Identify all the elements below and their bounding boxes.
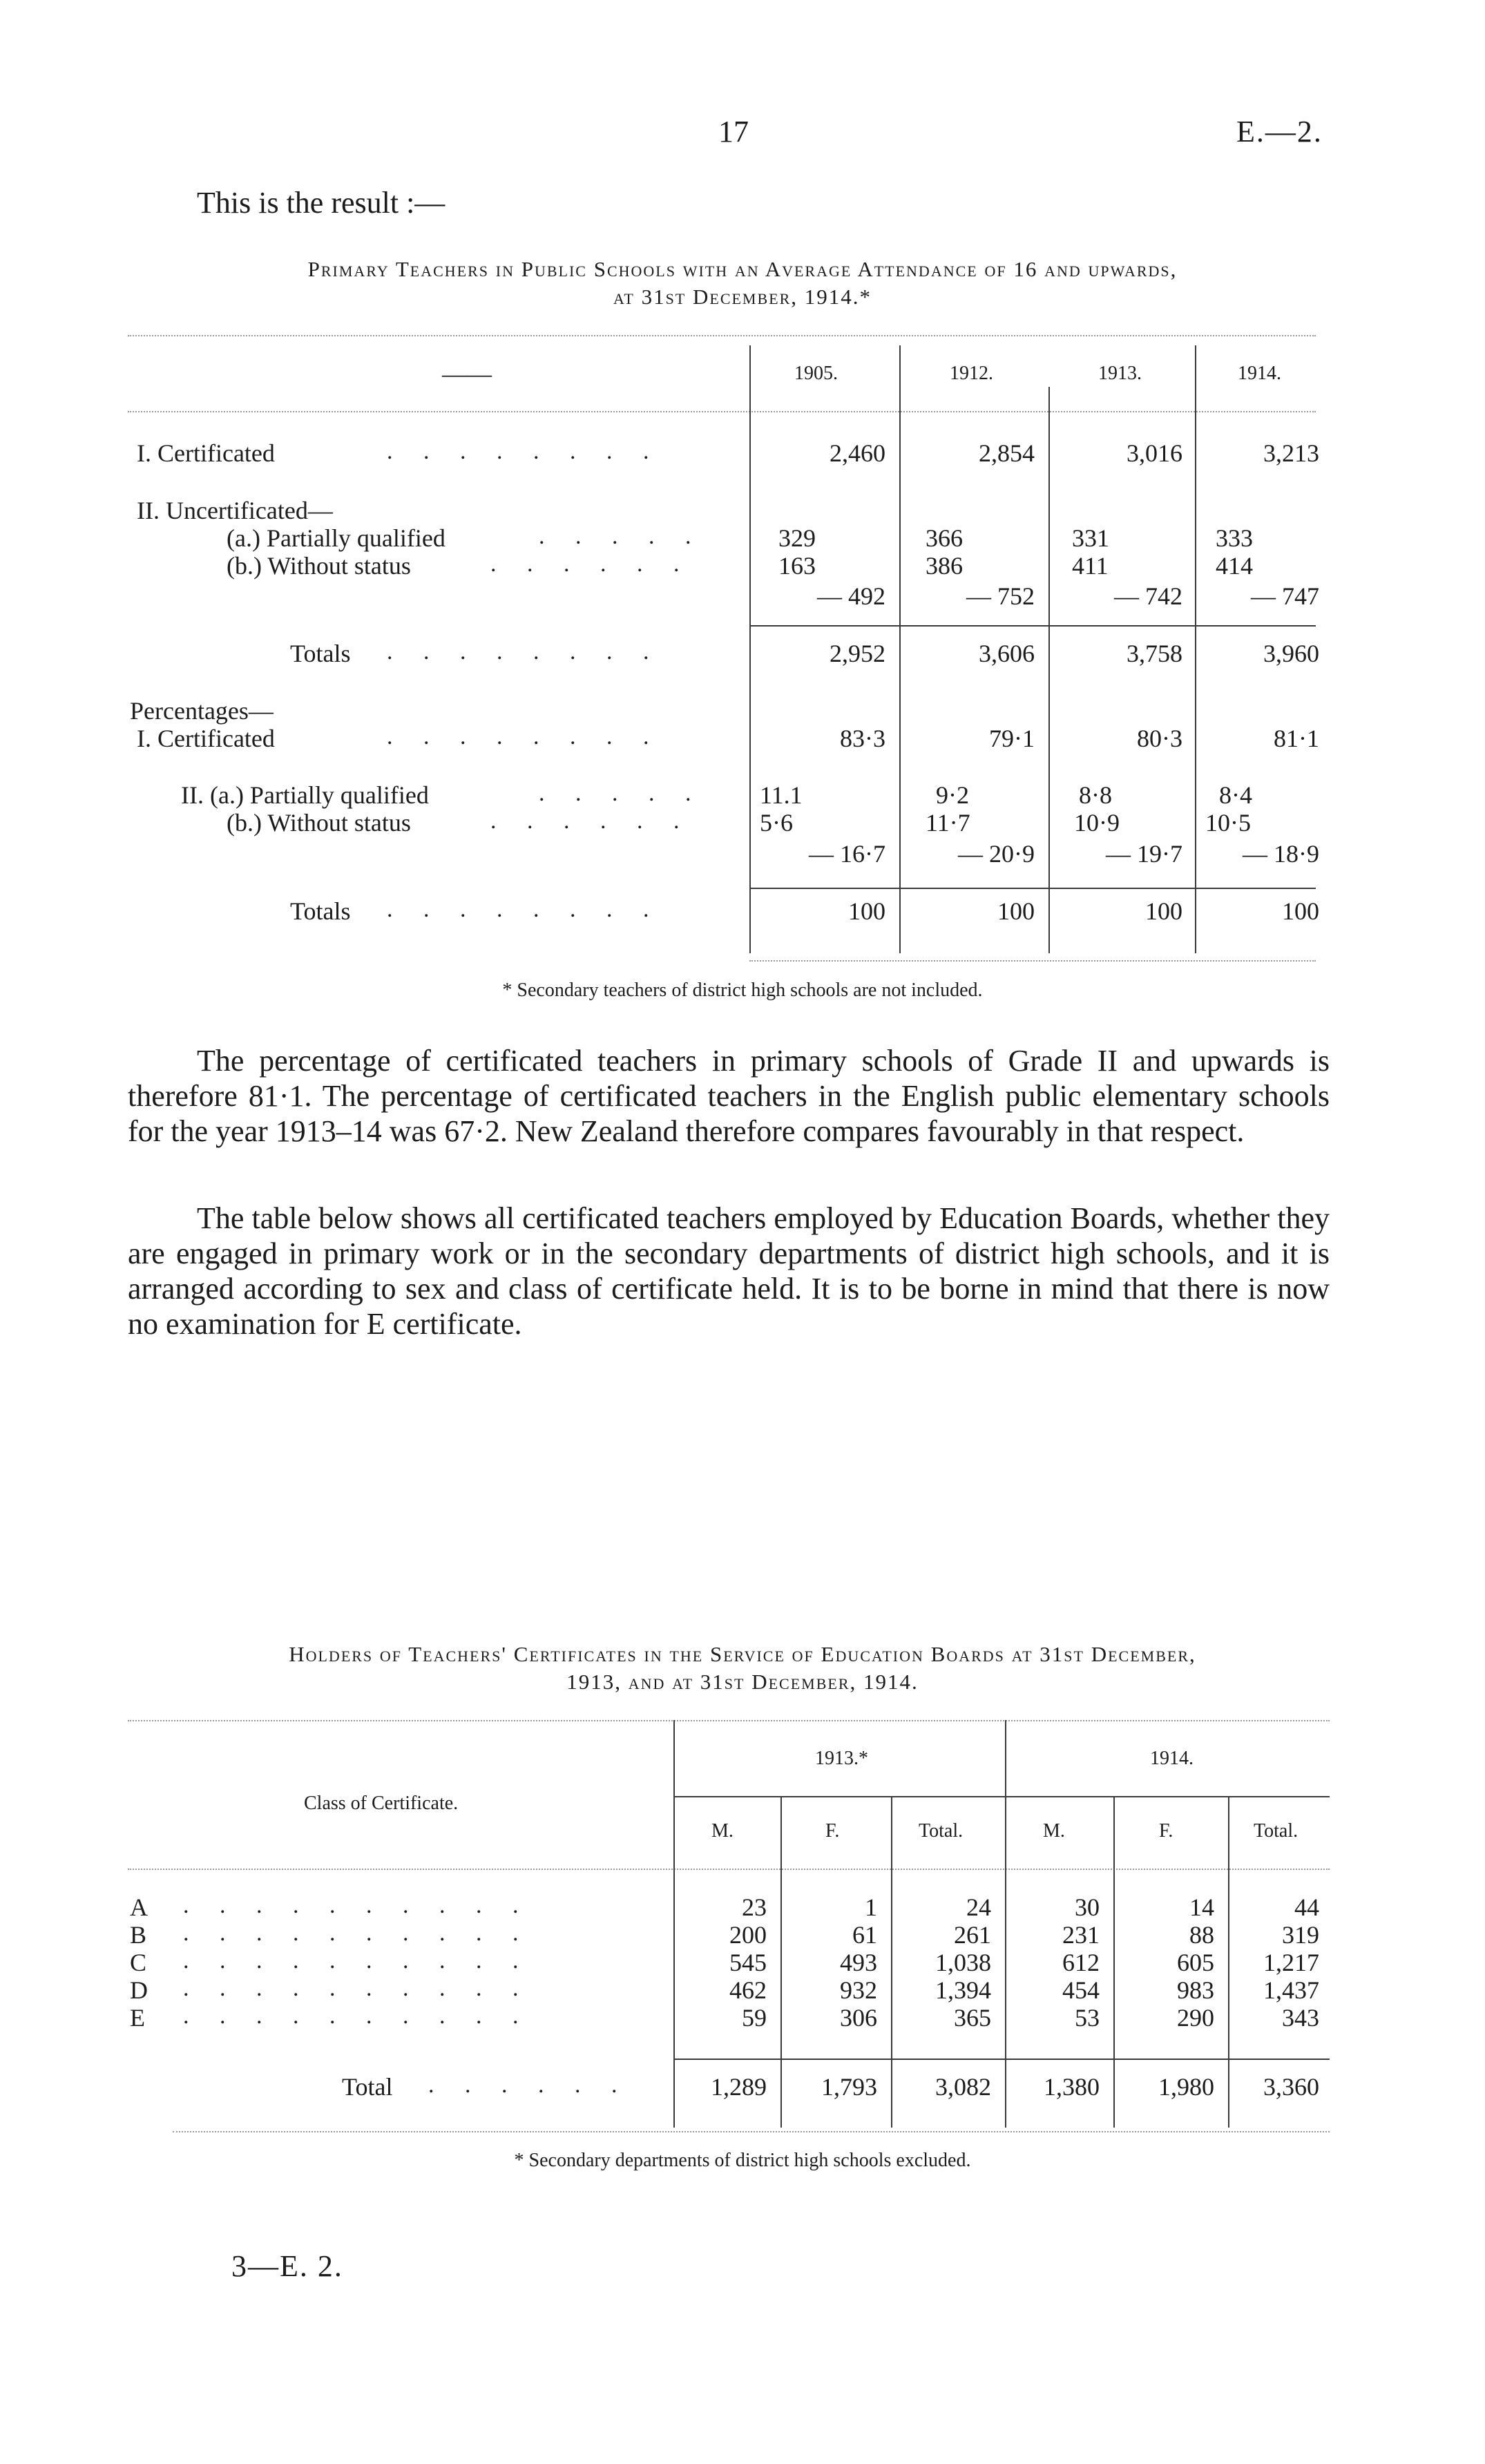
table-cell: — 18·9: [1243, 840, 1319, 868]
year-header-1912: 1912.: [950, 363, 993, 384]
table1-caption-line2: at 31st December, 1914.*: [613, 285, 872, 309]
table-cell: 10·9: [1074, 809, 1120, 837]
table-cell: 231: [1062, 1921, 1100, 1949]
table-cell: 79·1: [989, 725, 1035, 752]
table-cell: 2,854: [979, 439, 1035, 467]
table-cell: 59: [742, 2004, 767, 2032]
table-cell: 1,380: [1044, 2073, 1100, 2101]
table-cell: 1: [865, 1893, 877, 1921]
row-label-pct-totals: Totals: [290, 897, 351, 925]
col-header-female-1913: F.: [825, 1820, 840, 1842]
row-label-partially-qualified: (a.) Partially qualified: [227, 524, 446, 552]
paragraph-2: The table below shows all certificated teachers employed by Education Boards, whether they are engaged in primary work or in the secondary departments of district high schools, and it is arranged according to sex and class of certificate held. It is to be borne in mind that there is now no examination for E certificate.: [128, 1201, 1330, 1341]
table-cell: 343: [1282, 2004, 1319, 2032]
table1-col-divider: [1048, 387, 1050, 953]
leader-dots: . . . . . . . .: [387, 639, 662, 665]
table-cell: 319: [1282, 1921, 1319, 1949]
table1-col-divider: [1195, 345, 1196, 953]
table-cell: 329: [778, 524, 816, 552]
table1-bottom-rule: [749, 960, 1316, 962]
page-signature: 3—E. 2.: [231, 2249, 343, 2283]
table-cell: 44: [1294, 1893, 1319, 1921]
table-cell: 2,952: [830, 640, 885, 667]
table2-caption-line1: Holders of Teachers' Certificates in the Service of Education Boards at 31st December,: [289, 1642, 1196, 1666]
col-header-total-1914: Total.: [1254, 1820, 1299, 1842]
table-cell: 100: [997, 897, 1035, 925]
table2-col-divider: [673, 1720, 675, 2128]
table-cell: 100: [1145, 897, 1182, 925]
paragraph-1: The percentage of certificated teachers in primary schools of Grade II and upwards is therefore 81·1. The percentage of certificated teachers in the English public elementary schools for the year 1913–14 was 67·2. New Zealand therefore compares favourably in that respect.: [128, 1044, 1330, 1148]
table-cell: 14: [1189, 1893, 1214, 1921]
table-cell: 1,217: [1263, 1949, 1319, 1976]
table-cell: 61: [852, 1921, 877, 1949]
table-cell: 8·8: [1079, 781, 1112, 809]
table1-pct-totals-rule: [749, 888, 1316, 889]
col-header-female-1914: F.: [1159, 1820, 1173, 1842]
table-cell: 411: [1072, 552, 1109, 580]
table-cell: 163: [778, 552, 816, 580]
table2-footnote: * Secondary departments of district high schools excluded.: [514, 2150, 971, 2171]
row-label-pct-without-status: (b.) Without status: [227, 809, 411, 837]
leader-dots: . . . . .: [539, 781, 704, 806]
leader-dots: . . . . . . . .: [387, 724, 662, 749]
table-cell: 3,360: [1263, 2073, 1319, 2101]
table1-footnote: * Secondary teachers of district high schools are not included.: [502, 980, 983, 1001]
table-cell: 3,082: [935, 2073, 991, 2101]
table-cell: 932: [840, 1976, 877, 2004]
table-cell: 1,394: [935, 1976, 991, 2004]
table-cell: 1,038: [935, 1949, 991, 1976]
table-cell: 53: [1075, 2004, 1100, 2032]
table-cell: 3,758: [1127, 640, 1182, 667]
table-cell: 2,460: [830, 439, 885, 467]
table1-dash-header: ——: [442, 360, 492, 388]
table2-col-divider: [1228, 1796, 1229, 2128]
table-cell: 200: [729, 1921, 767, 1949]
table-cell: 1,980: [1158, 2073, 1214, 2101]
table2-caption-line2: 1913, and at 31st December, 1914.: [566, 1670, 919, 1694]
leader-dots: . . . . . . . . . .: [183, 1920, 531, 1946]
table1-header-rule: [128, 411, 1316, 412]
col-header-total-1913: Total.: [919, 1820, 964, 1842]
row-label-class: C: [130, 1949, 147, 1976]
table1-col-divider: [749, 345, 751, 953]
table-cell: — 747: [1251, 582, 1319, 610]
table-cell: 100: [848, 897, 885, 925]
row-label-pct-partially-qualified: II. (a.) Partially qualified: [181, 781, 429, 809]
table-cell: 80·3: [1137, 725, 1182, 752]
table-cell: 24: [966, 1893, 991, 1921]
table2-col-divider: [1005, 1720, 1006, 2128]
table2-col-divider: [780, 1796, 782, 2128]
leader-dots: . . . . .: [539, 524, 704, 549]
table-cell: 8·4: [1219, 781, 1252, 809]
table-cell: 88: [1189, 1921, 1214, 1949]
table-cell: 493: [840, 1949, 877, 1976]
table-cell: 11·7: [926, 809, 970, 837]
table-cell: 333: [1216, 524, 1253, 552]
col-header-male-1914: M.: [1043, 1820, 1065, 1842]
year-header-1914: 1914.: [1150, 1748, 1194, 1769]
table-cell: — 19·7: [1106, 840, 1182, 868]
leader-dots: . . . . . .: [490, 808, 692, 834]
table2-header-rule: [128, 1869, 1330, 1870]
table-cell: — 16·7: [809, 840, 885, 868]
leader-dots: . . . . . . . . . .: [183, 1948, 531, 1974]
row-label-pct-certificated: I. Certificated: [137, 725, 275, 752]
leader-dots: . . . . . . . . . .: [183, 2003, 531, 2029]
row-label-uncertificated: II. Uncertificated—: [137, 497, 333, 524]
table-cell: 30: [1075, 1893, 1100, 1921]
table-cell: 11.1: [760, 781, 803, 809]
table2-total-rule: [673, 2059, 1330, 2060]
row-label-without-status: (b.) Without status: [227, 552, 411, 580]
table-cell: 5·6: [760, 809, 793, 837]
table2-subheader-rule: [673, 1796, 1330, 1797]
table-cell: 386: [926, 552, 963, 580]
table-cell: 414: [1216, 552, 1253, 580]
leader-dots: . . . . . .: [490, 551, 692, 577]
table1-col-divider: [899, 345, 901, 953]
table-cell: 3,016: [1127, 439, 1182, 467]
row-label-class: A: [130, 1893, 148, 1921]
table-cell: 83·3: [840, 725, 885, 752]
row-label-certificated: I. Certificated: [137, 439, 275, 467]
table-cell: 612: [1062, 1949, 1100, 1976]
year-header-1914: 1914.: [1238, 363, 1281, 384]
year-header-1913: 1913.*: [815, 1748, 868, 1769]
table-cell: 462: [729, 1976, 767, 2004]
table-cell: 100: [1282, 897, 1319, 925]
year-header-1905: 1905.: [794, 363, 838, 384]
table-cell: 3,960: [1263, 640, 1319, 667]
row-label-totals: Totals: [290, 640, 351, 667]
table-cell: 261: [954, 1921, 991, 1949]
table-cell: 9·2: [936, 781, 969, 809]
table-cell: 454: [1062, 1976, 1100, 2004]
table-cell: 23: [742, 1893, 767, 1921]
table-cell: 331: [1072, 524, 1109, 552]
table1-top-rule: [128, 335, 1316, 336]
table1-totals-rule: [749, 625, 1316, 627]
table2-bottom-rule: [173, 2131, 1330, 2132]
col-header-male-1913: M.: [711, 1820, 734, 1842]
leader-dots: . . . . . . . .: [387, 897, 662, 922]
row-label-class: B: [130, 1921, 147, 1949]
row-label-total: Total: [342, 2073, 393, 2101]
leader-dots: . . . . . . . . . .: [183, 1976, 531, 2001]
row-label-class: E: [130, 2004, 145, 2032]
document-code: E.—2.: [1236, 115, 1323, 149]
table-cell: 3,213: [1263, 439, 1319, 467]
table2-col-divider: [1113, 1796, 1115, 2128]
leader-dots: . . . . . .: [428, 2072, 630, 2098]
table-cell: 605: [1177, 1949, 1214, 1976]
leader-dots: . . . . . . . .: [387, 439, 662, 464]
leader-dots: . . . . . . . . . .: [183, 1893, 531, 1918]
table-cell: 81·1: [1274, 725, 1319, 752]
row-label-percentages: Percentages—: [130, 697, 274, 725]
table-cell: 365: [954, 2004, 991, 2032]
table-cell: 983: [1177, 1976, 1214, 2004]
table-cell: 1,793: [821, 2073, 877, 2101]
table-cell: 10·5: [1205, 809, 1251, 837]
table-cell: — 742: [1114, 582, 1182, 610]
table1-caption-line1: Primary Teachers in Public Schools with an Average Attendance of 16 and upwards,: [307, 257, 1178, 281]
table-cell: 1,289: [711, 2073, 767, 2101]
class-of-certificate-header: Class of Certificate.: [304, 1793, 459, 1814]
table-cell: 3,606: [979, 640, 1035, 667]
table2-top-rule: [128, 1720, 1330, 1721]
intro-text: This is the result :—: [197, 186, 446, 220]
year-header-1913: 1913.: [1098, 363, 1142, 384]
table-cell: 545: [729, 1949, 767, 1976]
table-cell: 306: [840, 2004, 877, 2032]
row-label-class: D: [130, 1976, 148, 2004]
table-cell: 1,437: [1263, 1976, 1319, 2004]
table-cell: — 20·9: [958, 840, 1035, 868]
table-cell: 290: [1177, 2004, 1214, 2032]
table-cell: — 492: [817, 582, 885, 610]
page-number: 17: [718, 115, 749, 149]
table-cell: 366: [926, 524, 963, 552]
table2-col-divider: [891, 1796, 892, 2128]
table-cell: — 752: [966, 582, 1035, 610]
